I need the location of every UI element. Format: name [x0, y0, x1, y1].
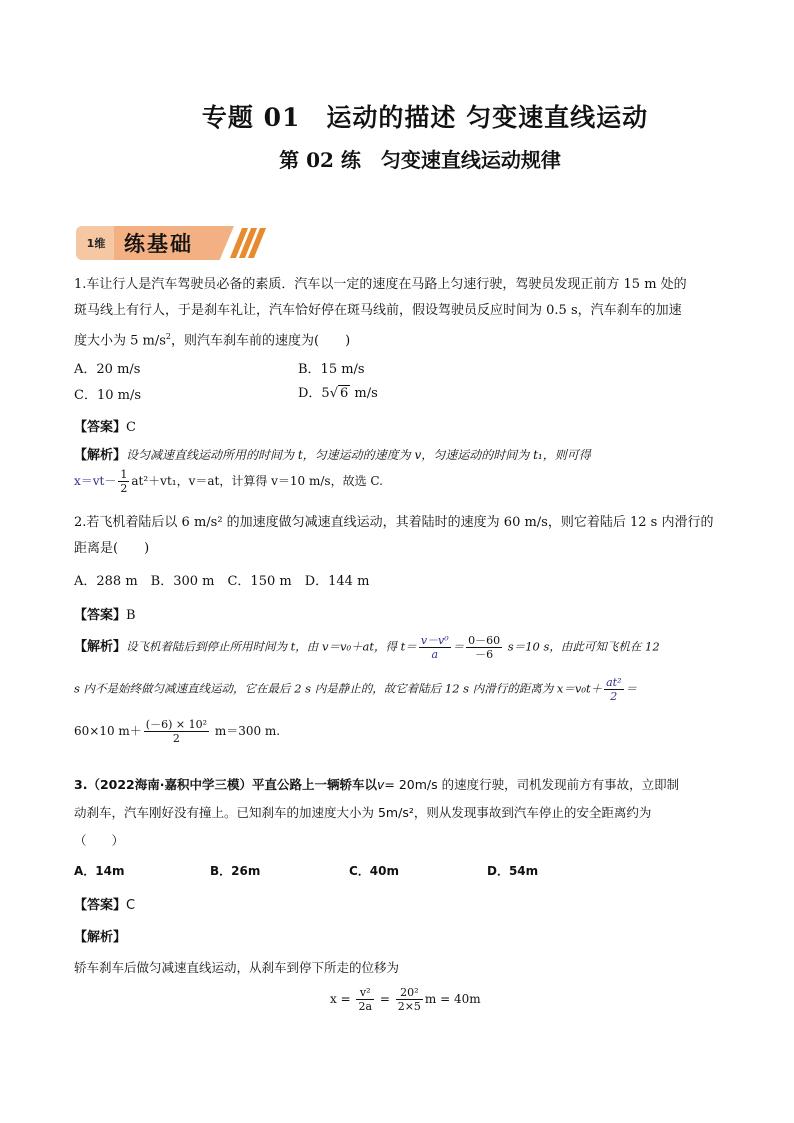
q1-stem-text: 度大小为 5 m/s — [74, 333, 166, 349]
q2-analysis-line — [74, 676, 637, 703]
fraction — [118, 468, 129, 495]
q3-option-d: D．54m — [487, 864, 539, 878]
fraction — [419, 634, 451, 661]
equation-text: = — [376, 992, 394, 1006]
equation-text: x = — [330, 992, 355, 1006]
q3-stem-text: 3.（2022海南·嘉积中学三模）平直公路上一辆轿车以 — [74, 777, 377, 792]
fraction — [466, 634, 502, 661]
q1-option-b: B．15 m/s — [298, 362, 365, 377]
fraction-denominator: a — [431, 648, 439, 661]
answer-tag: 【答案】 — [74, 898, 127, 913]
fraction — [604, 676, 623, 703]
q3-option-c: C．40m — [349, 864, 400, 878]
page-subtitle: 第 02 练 匀变速直线运动规律 — [279, 148, 561, 172]
analysis-text: 设匀减速直线运动所用的时间为 t，匀速运动的速度为 v，匀速运动的时间为 t₁，则可得 — [126, 448, 591, 462]
answer-value: B — [126, 608, 136, 623]
analysis-text: s＝10 s，由此可知飞机在 12 — [504, 639, 660, 654]
q3-stem-variable: v — [377, 777, 385, 792]
q1-option-d: D．5√ 6 m/s — [298, 386, 378, 401]
fraction-numerator: v－v⁰ — [420, 634, 449, 647]
q1-option-a: A．20 m/s — [74, 362, 141, 377]
q2-analysis-line — [74, 718, 280, 745]
q2-options: A．288 m B．300 m C．150 m D．144 m — [74, 574, 370, 589]
q3-stem-line: （ ） — [74, 833, 125, 848]
q3-answer — [74, 894, 135, 913]
answer-tag: 【答案】 — [74, 608, 127, 623]
q1-stem-superscript: 2 — [165, 332, 172, 341]
q3-analysis-equation — [330, 986, 481, 1013]
equation-text: at²＋vt₁，v＝at，计算得 v＝10 m/s，故选 C. — [131, 474, 383, 488]
q2-stem-line: 距离是( ) — [74, 541, 150, 556]
q3-stem-line — [74, 772, 724, 798]
fraction-numerator: v² — [356, 986, 374, 1000]
q1-analysis-equation — [74, 468, 383, 495]
fraction-denominator: 2 — [172, 732, 180, 745]
analysis-tag: 【解析】 — [74, 448, 127, 463]
q2-analysis-line: 【解析】设飞机着陆后到停止所用时间为 t，由 v＝v₀＋at，得 t＝ $\frac{\text{v－v⁰}}{a}$ ＝ $\frac{0-60}{-6}$ s＝10 s，由此可知飞机在 12 — [74, 634, 660, 661]
equation-text: x＝vt－ — [74, 474, 117, 488]
q1-option-d-prefix: D．5 — [298, 386, 330, 401]
analysis-tag: 【解析】 — [74, 639, 127, 655]
q1-answer — [74, 416, 136, 435]
fraction-denominator: 2 — [610, 690, 618, 703]
fraction-numerator: 1 — [120, 468, 128, 481]
fraction — [356, 986, 374, 1013]
q1-stem-line — [74, 324, 724, 354]
answer-tag: 【答案】 — [74, 420, 127, 435]
q3-stem-text: = 20m/s 的速度行驶，司机发现前方有事故，立即制 — [384, 777, 680, 792]
q2-stem-line: 2.若飞机着陆后以 6 m/s² 的加速度做匀减速直线运动，其着陆时的速度为 60 m/s，则它着陆后 12 s 内滑行的 — [74, 515, 714, 530]
q1-option-c: C．10 m/s — [74, 388, 141, 403]
analysis-text: ＝ — [625, 681, 637, 696]
q1-stem-text: ，则汽车刹车前的速度为( ) — [171, 333, 351, 349]
q1-stem-line: 1.车让行人是汽车驾驶员必备的素质．汽车以一定的速度在马路上匀速行驶，驾驶员发现正前方 15 m 处的 — [74, 277, 687, 292]
q3-analysis-tag — [74, 926, 126, 945]
fraction-numerator: 20² — [396, 986, 423, 1000]
fraction-denominator: 2×5 — [397, 1000, 421, 1013]
q1-option-d-unit: m/s — [350, 386, 378, 401]
fraction-denominator: 2 — [120, 482, 128, 495]
fraction-denominator: 2a — [358, 1000, 373, 1013]
q1-option-d-radicand: 6 — [340, 386, 349, 401]
answer-value: C — [126, 420, 136, 435]
analysis-tag: 【解析】 — [74, 930, 127, 945]
answer-value: C — [126, 898, 136, 913]
equation-text: m = 40m — [424, 992, 481, 1006]
q3-option-a: A．14m — [74, 864, 125, 878]
fraction-numerator: 0－60 — [468, 634, 501, 647]
analysis-text: m＝300 m. — [211, 724, 281, 738]
fraction-denominator: －6 — [475, 648, 494, 661]
fraction — [396, 986, 423, 1013]
q1-stem-line: 斑马线上有行人，于是刹车礼让，汽车恰好停在斑马线前，假设驾驶员反应时间为 0.5 s，汽车刹车的加速 — [74, 303, 682, 318]
analysis-text: 60×10 m＋ — [74, 724, 142, 738]
analysis-text: 设飞机着陆后到停止所用时间为 t，由 v＝v₀＋at，得 t＝ — [126, 639, 417, 654]
fraction — [144, 718, 209, 745]
q2-answer — [74, 604, 136, 623]
analysis-text: s 内不是始终做匀减速直线运动，它在最后 2 s 内是静止的，故它着陆后 12 s 内滑行的距离为 x＝v₀t＋ — [74, 681, 603, 696]
fraction-numerator: at² — [606, 676, 622, 689]
page-title: 专题 01 运动的描述 匀变速直线运动 — [201, 103, 649, 132]
section-banner — [76, 224, 256, 262]
section-label: 练基础 — [124, 232, 193, 256]
q1-analysis-line — [74, 444, 591, 463]
section-level: 1维 — [76, 226, 116, 260]
q3-analysis-line: 轿车刹车后做匀减速直线运动，从刹车到停下所走的位移为 — [74, 960, 400, 975]
q3-option-b: B．26m — [210, 864, 261, 878]
fraction-numerator: (－6) × 10² — [145, 718, 207, 731]
q3-stem-line: 动刹车，汽车刚好没有撞上。已知刹车的加速度大小为 5m/s²，则从发现事故到汽车停止的安全距离约为 — [74, 805, 652, 820]
